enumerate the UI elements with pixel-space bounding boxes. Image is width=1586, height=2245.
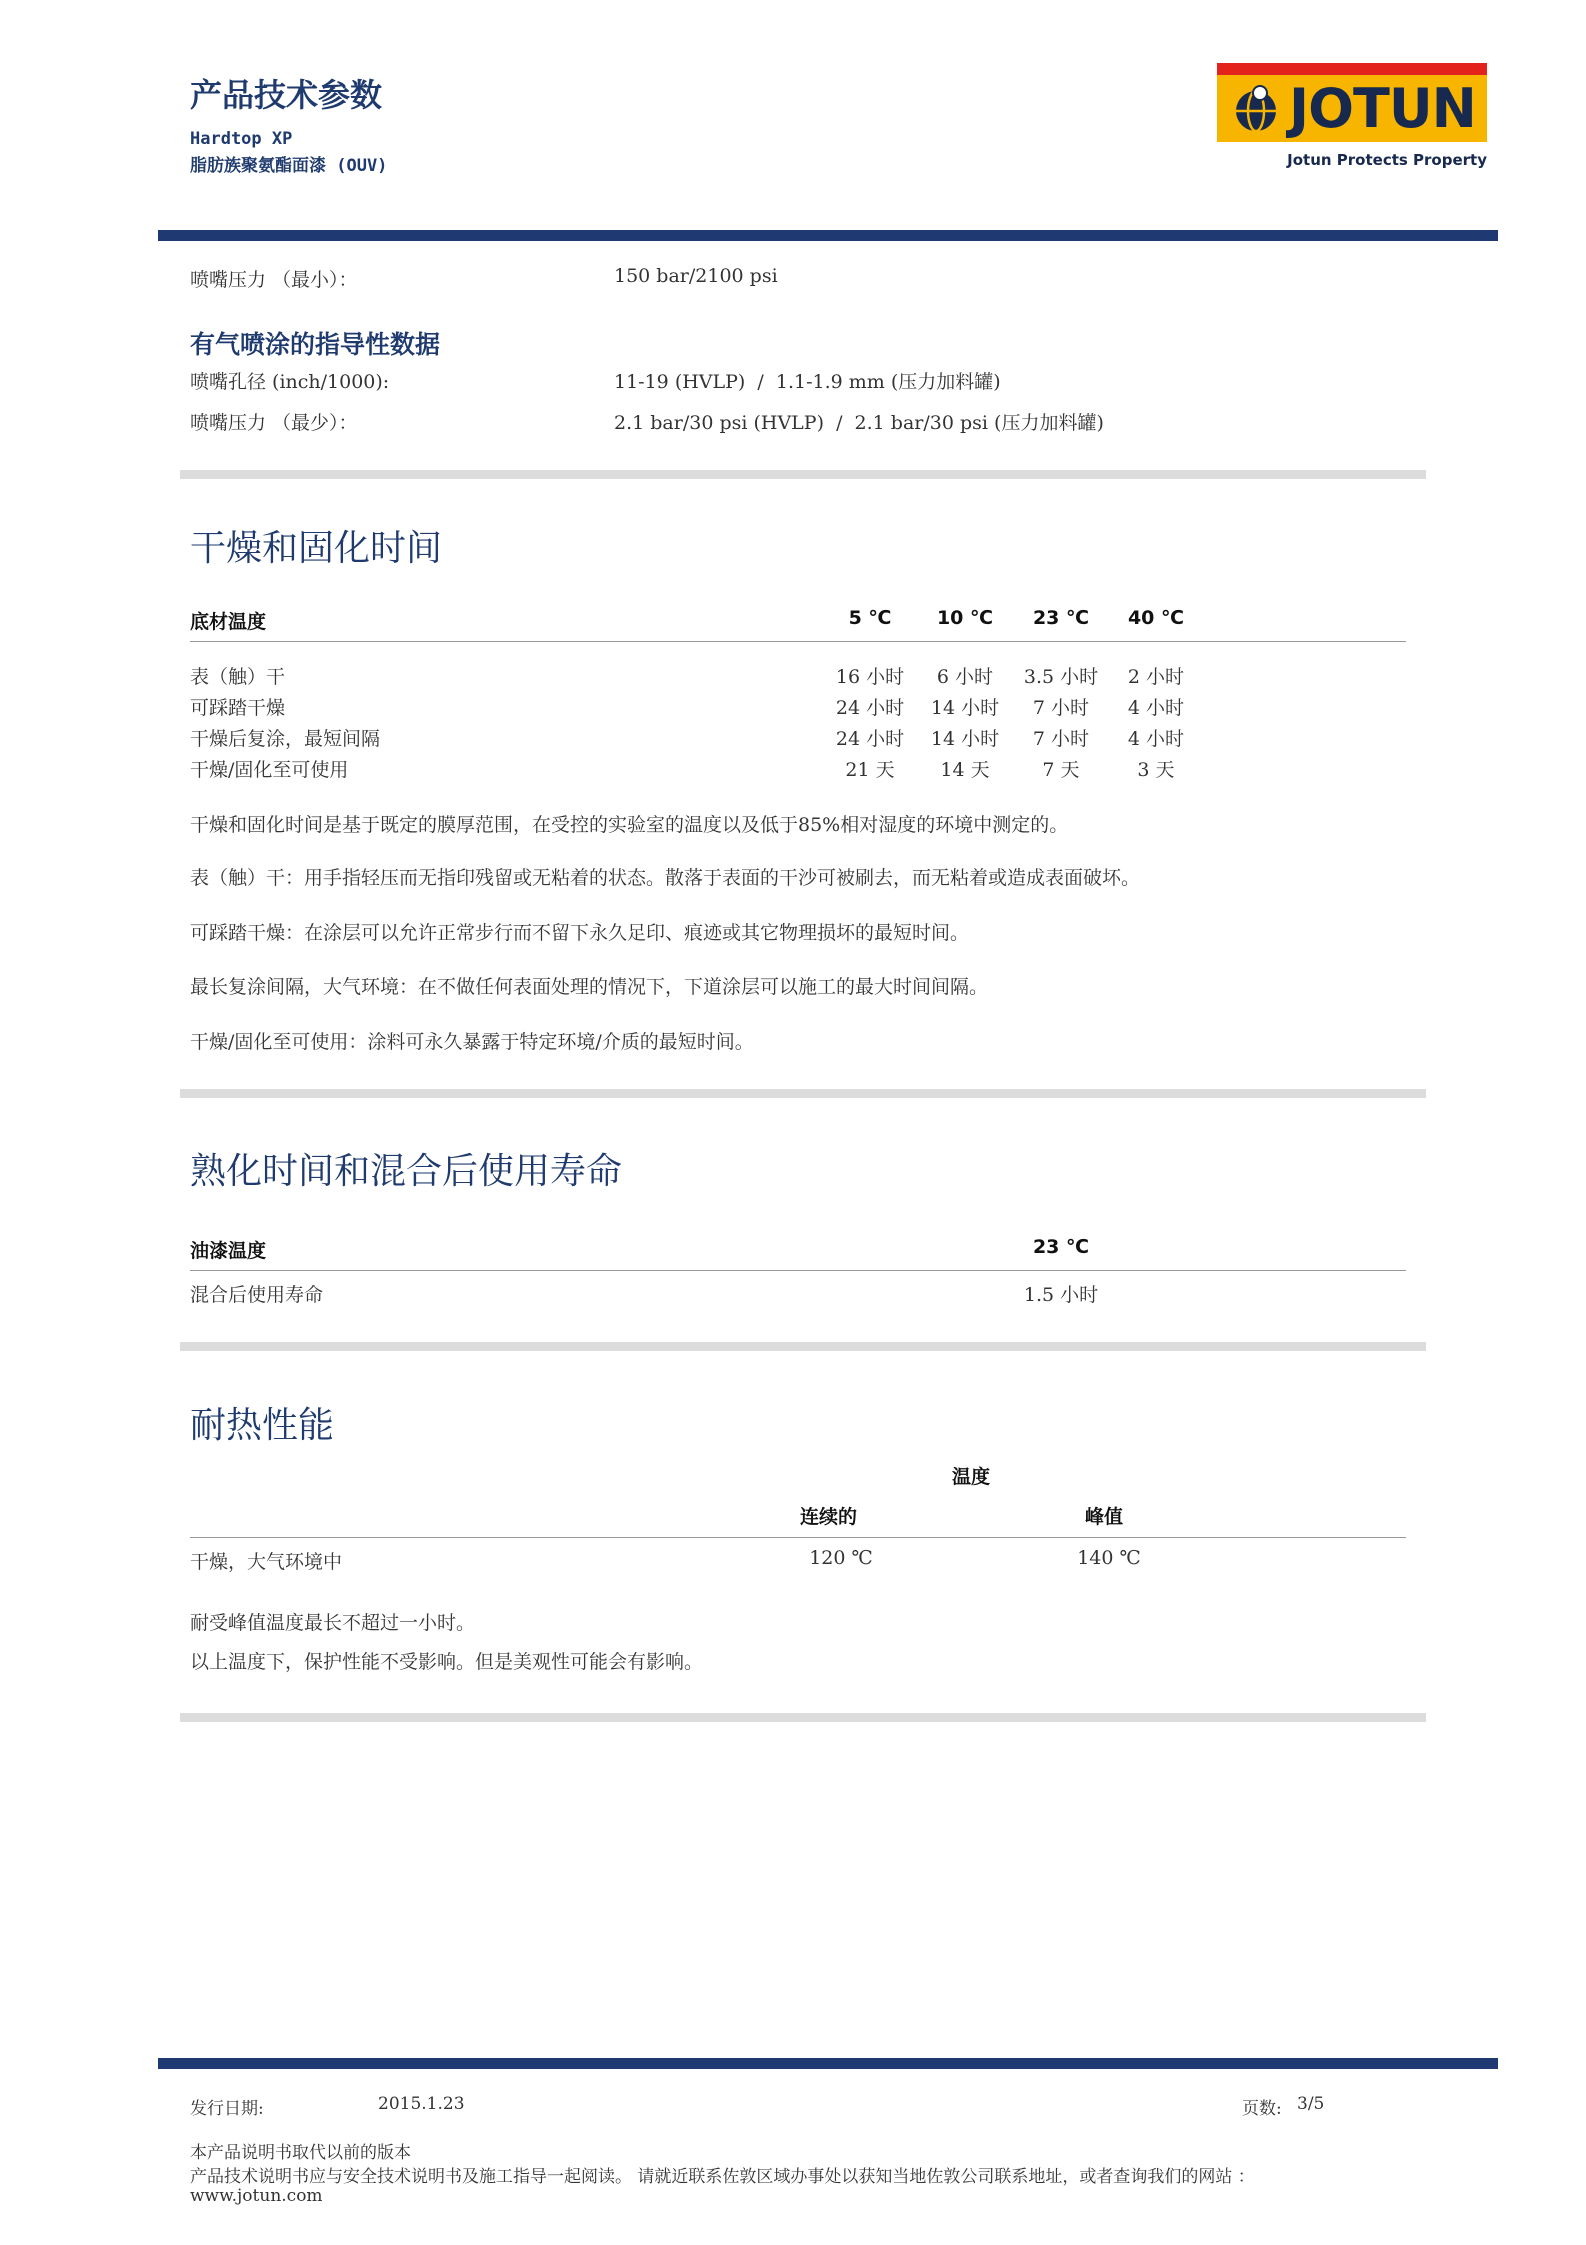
- drying-note: 可踩踏干燥：在涂层可以允许正常步行而不留下永久足印、痕迹或其它物理损坏的最短时间。: [190, 922, 970, 944]
- heat-row-label: 干燥，大气环境中: [190, 1551, 343, 1573]
- drying-cell: 24 小时: [835, 728, 905, 750]
- table-rule: [190, 1537, 1406, 1538]
- footer-line: 本产品说明书取代以前的版本: [190, 2143, 411, 2163]
- drying-cell: 6 小时: [936, 666, 994, 688]
- section-divider: [180, 1089, 1426, 1098]
- heat-peak-value: 140 ℃: [1077, 1547, 1141, 1569]
- drying-row-label: 干燥后复涂，最短间隔: [190, 728, 381, 750]
- footer-rule: [158, 2058, 1498, 2069]
- air-spray-value-2: 2.1 bar/30 psi (HVLP) / 2.1 bar/30 psi (压力加料罐): [614, 412, 1104, 434]
- section-divider: [180, 1342, 1426, 1351]
- heat-group-label: 温度: [952, 1466, 991, 1488]
- potlife-heading: 熟化时间和混合后使用寿命: [190, 1151, 623, 1192]
- page-number-label: 页数:: [1242, 2099, 1282, 2119]
- drying-cell: 2 小时: [1127, 666, 1185, 688]
- table-rule: [190, 1270, 1406, 1271]
- heat-col-peak: 峰值: [1085, 1506, 1124, 1528]
- drying-cell: 14 天: [940, 759, 990, 781]
- drying-cell: 24 小时: [835, 697, 905, 719]
- heat-col-continuous: 连续的: [800, 1506, 858, 1528]
- temp-header: 5 ℃: [848, 607, 892, 629]
- jotun-logo: [1217, 63, 1487, 175]
- logo-wordmark: JOTUN: [1289, 77, 1476, 140]
- drying-cell: 14 小时: [930, 728, 1000, 750]
- drying-header-label: 底材温度: [190, 611, 267, 633]
- drying-cell: 7 天: [1042, 759, 1080, 781]
- drying-note: 最长复涂间隔，大气环境：在不做任何表面处理的情况下，下道涂层可以施工的最大时间间隔。: [190, 976, 989, 998]
- drying-heading: 干燥和固化时间: [190, 528, 443, 569]
- globe-icon: [1227, 83, 1285, 135]
- drying-cell: 4 小时: [1127, 728, 1185, 750]
- logo-tagline: Jotun Protects Property: [1287, 151, 1487, 169]
- drying-cell: 7 小时: [1032, 697, 1090, 719]
- page-title: 产品技术参数: [190, 76, 383, 114]
- drying-cell: 3 天: [1137, 759, 1175, 781]
- product-name: Hardtop XP: [190, 129, 293, 149]
- heat-heading: 耐热性能: [190, 1405, 335, 1446]
- drying-cell: 16 小时: [835, 666, 905, 688]
- potlife-header-label: 油漆温度: [190, 1240, 267, 1262]
- drying-row-label: 干燥/固化至可使用: [190, 759, 349, 781]
- page-number-value: 3/5: [1297, 2094, 1325, 2114]
- drying-row-label: 表（触）干: [190, 666, 286, 688]
- footer-line: 产品技术说明书应与安全技术说明书及施工指导一起阅读。 请就近联系佐敦区域办事处以获知当地佐敦公司联系地址，或者查询我们的网站 ：: [190, 2167, 1255, 2187]
- temp-header: 23 ℃: [1032, 607, 1090, 629]
- drying-cell: 21 天: [845, 759, 895, 781]
- drying-cell: 7 小时: [1032, 728, 1090, 750]
- logo-red-band: [1217, 63, 1487, 75]
- drying-cell: 4 小时: [1127, 697, 1185, 719]
- potlife-value: 1.5 小时: [1023, 1284, 1099, 1306]
- drying-note: 干燥和固化时间是基于既定的膜厚范围，在受控的实验室的温度以及低于85%相对湿度的环境中测定的。: [190, 814, 1069, 836]
- section-divider: [180, 470, 1426, 479]
- temp-header: 40 ℃: [1127, 607, 1185, 629]
- nozzle-pressure-label: 喷嘴压力 （最小）：: [190, 269, 358, 291]
- drying-row-label: 可踩踏干燥: [190, 697, 286, 719]
- potlife-row-label: 混合后使用寿命: [190, 1284, 324, 1306]
- nozzle-pressure-value: 150 bar/2100 psi: [614, 265, 778, 287]
- issue-date-label: 发行日期:: [190, 2099, 264, 2119]
- air-spray-value-1: 11-19 (HVLP) / 1.1-1.9 mm (压力加料罐): [614, 371, 1001, 393]
- header-rule: [158, 230, 1498, 241]
- table-rule: [190, 641, 1406, 642]
- drying-note: 表（触）干：用手指轻压而无指印残留或无粘着的状态。散落于表面的干沙可被刷去，而无粘着或造成表面破坏。: [190, 867, 1141, 889]
- potlife-temp: 23 ℃: [1032, 1236, 1090, 1258]
- temp-header: 10 ℃: [936, 607, 994, 629]
- air-spray-heading: 有气喷涂的指导性数据: [190, 330, 441, 359]
- drying-cell: 14 小时: [930, 697, 1000, 719]
- air-spray-label-1: 喷嘴孔径 (inch/1000):: [190, 371, 390, 393]
- air-spray-label-2: 喷嘴压力 （最少）：: [190, 412, 358, 434]
- footer-website-link[interactable]: www.jotun.com: [190, 2186, 323, 2206]
- issue-date-value: 2015.1.23: [378, 2094, 465, 2114]
- drying-note: 干燥/固化至可使用：涂料可永久暴露于特定环境/介质的最短时间。: [190, 1031, 754, 1053]
- heat-note: 耐受峰值温度最长不超过一小时。: [190, 1612, 476, 1634]
- heat-continuous-value: 120 ℃: [809, 1547, 873, 1569]
- section-divider: [180, 1713, 1426, 1722]
- heat-note: 以上温度下，保护性能不受影响。但是美观性可能会有影响。: [190, 1651, 704, 1673]
- product-description: 脂肪族聚氨酯面漆 (OUV): [190, 156, 388, 176]
- drying-cell: 3.5 小时: [1023, 666, 1099, 688]
